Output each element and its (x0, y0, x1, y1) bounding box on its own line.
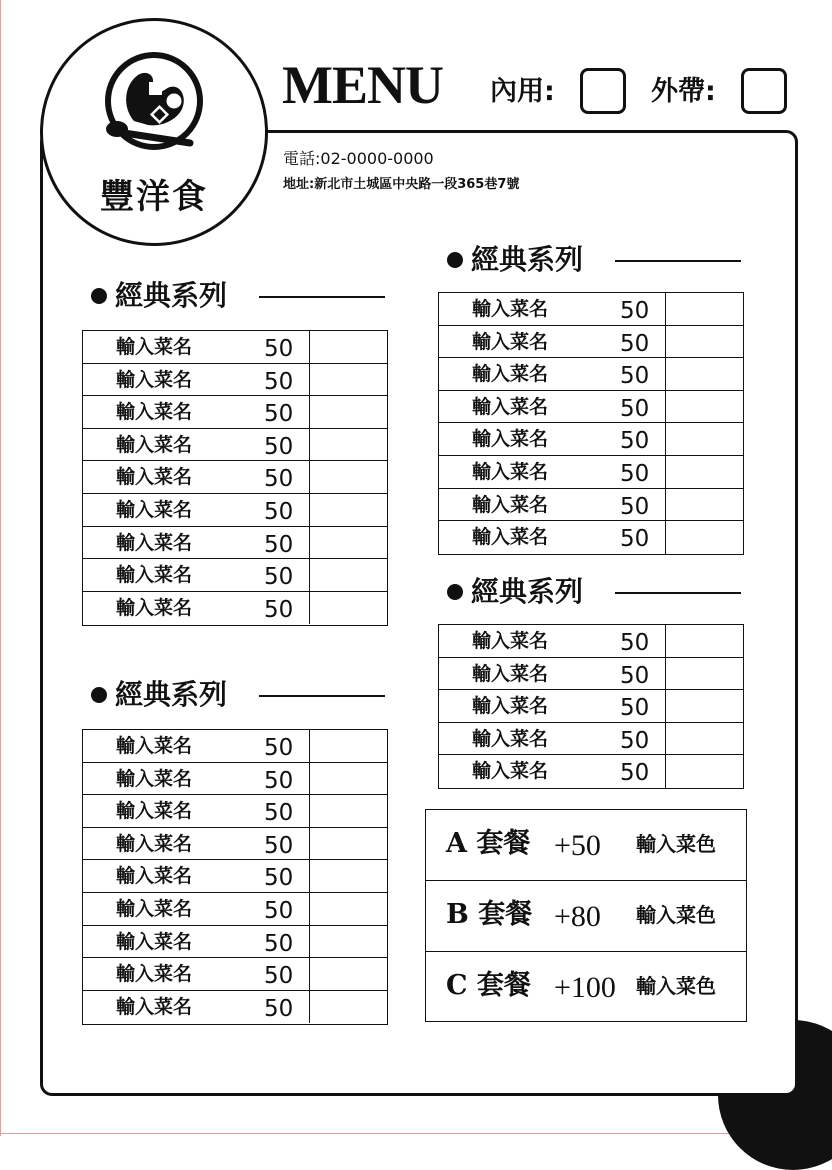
quantity-cell[interactable] (309, 494, 310, 526)
quantity-cell[interactable] (309, 364, 310, 396)
dish-name: 輸入菜名 (116, 865, 193, 888)
menu-row (83, 559, 387, 592)
section-title: 經典系列 (471, 575, 584, 608)
quantity-cell[interactable] (665, 456, 666, 488)
heading-rule (259, 695, 385, 697)
dish-name: 輸入菜名 (116, 767, 193, 790)
quantity-cell[interactable] (309, 828, 310, 860)
dine-in-checkbox[interactable] (580, 68, 626, 114)
menu-row (83, 926, 387, 959)
menu-row (83, 828, 387, 861)
dish-name: 輸入菜名 (472, 760, 549, 783)
dish-name: 輸入菜名 (116, 930, 193, 953)
menu-row (83, 527, 387, 560)
section-title: 經典系列 (115, 678, 228, 711)
logo-badge (40, 18, 268, 246)
bullet-dot-icon (91, 288, 107, 304)
menu-row (83, 592, 387, 625)
dish-price: 50 (264, 767, 294, 794)
menu-row (439, 489, 743, 522)
dish-name: 輸入菜名 (116, 498, 193, 521)
dish-name: 輸入菜名 (472, 428, 549, 451)
combo-dish: 輸入菜色 (636, 903, 716, 927)
section-title: 經典系列 (471, 243, 584, 276)
combo-name: C 套餐 (446, 970, 531, 1001)
dish-price: 50 (620, 526, 650, 553)
dish-price: 50 (620, 363, 650, 390)
bullet-dot-icon (91, 687, 107, 703)
palette-spoon-logo-icon (104, 51, 204, 151)
quantity-cell[interactable] (309, 461, 310, 493)
quantity-cell[interactable] (309, 763, 310, 795)
menu-row (83, 860, 387, 893)
combo-row-b[interactable] (426, 881, 746, 952)
dish-name: 輸入菜名 (472, 630, 549, 652)
dish-name: 輸入菜名 (472, 695, 549, 718)
dish-name: 輸入菜名 (472, 493, 549, 516)
bullet-dot-icon (447, 252, 463, 268)
quantity-cell[interactable] (665, 723, 666, 755)
quantity-cell[interactable] (665, 293, 666, 325)
brand-name: 豐洋食 (100, 177, 208, 217)
quantity-cell[interactable] (665, 326, 666, 358)
quantity-cell[interactable] (665, 658, 666, 690)
dish-price: 50 (264, 401, 294, 428)
dish-name: 輸入菜名 (116, 995, 193, 1018)
dish-price: 50 (620, 460, 650, 487)
quantity-cell[interactable] (665, 423, 666, 455)
quantity-cell[interactable] (665, 521, 666, 554)
dish-price: 50 (264, 897, 294, 924)
menu-row (439, 723, 743, 756)
combo-extra-price: +100 (554, 971, 616, 1004)
quantity-cell[interactable] (665, 358, 666, 390)
combo-row-a[interactable] (426, 810, 746, 881)
dish-name: 輸入菜名 (472, 395, 549, 418)
takeout-label: 外帶: (651, 76, 716, 107)
dish-name: 輸入菜名 (116, 336, 193, 358)
dish-name: 輸入菜名 (472, 662, 549, 685)
dish-name: 輸入菜名 (116, 800, 193, 823)
menu-row (439, 423, 743, 456)
menu-row (83, 730, 387, 763)
dish-name: 輸入菜名 (116, 832, 193, 855)
dish-price: 50 (620, 298, 650, 324)
menu-row (439, 521, 743, 554)
dish-name: 輸入菜名 (472, 330, 549, 353)
address: 地址:新北市土城區中央路一段365巷7號 (283, 177, 520, 192)
menu-row (83, 991, 387, 1024)
quantity-cell[interactable] (309, 926, 310, 958)
dish-name: 輸入菜名 (116, 897, 193, 920)
page-edge-bottom (0, 1133, 832, 1134)
dish-name: 輸入菜名 (472, 363, 549, 386)
quantity-cell[interactable] (309, 860, 310, 892)
dish-price: 50 (264, 735, 294, 761)
quantity-cell[interactable] (309, 331, 310, 363)
dish-name: 輸入菜名 (116, 735, 193, 757)
menu-row (439, 755, 743, 788)
dish-price: 50 (264, 832, 294, 859)
menu-row (83, 429, 387, 462)
menu-row (83, 461, 387, 494)
combo-dish: 輸入菜色 (636, 832, 716, 856)
dish-name: 輸入菜名 (116, 466, 193, 489)
menu-title: MENU (282, 55, 443, 115)
heading-rule (615, 260, 741, 262)
dish-price: 50 (620, 330, 650, 357)
quantity-cell[interactable] (309, 429, 310, 461)
dish-price: 50 (264, 930, 294, 957)
dish-name: 輸入菜名 (116, 963, 193, 986)
menu-row (83, 958, 387, 991)
dish-price: 50 (620, 493, 650, 520)
quantity-cell[interactable] (309, 730, 310, 762)
quantity-cell[interactable] (309, 958, 310, 990)
dish-name: 輸入菜名 (116, 433, 193, 456)
menu-row (439, 456, 743, 489)
dish-price: 50 (264, 564, 294, 591)
menu-row (439, 293, 743, 326)
dish-price: 50 (264, 995, 294, 1022)
menu-row (439, 358, 743, 391)
menu-row (83, 364, 387, 397)
menu-row (83, 893, 387, 926)
combo-table (425, 809, 747, 1022)
dish-name: 輸入菜名 (116, 531, 193, 554)
dish-price: 50 (264, 466, 294, 493)
menu-row (439, 625, 743, 658)
quantity-cell[interactable] (665, 690, 666, 722)
dish-price: 50 (620, 428, 650, 455)
quantity-cell[interactable] (665, 391, 666, 423)
dish-price: 50 (264, 963, 294, 990)
dish-price: 50 (620, 727, 650, 754)
dish-price: 50 (264, 368, 294, 395)
quantity-cell[interactable] (309, 396, 310, 428)
dish-price: 50 (264, 336, 294, 362)
dish-price: 50 (264, 498, 294, 525)
combo-extra-price: +80 (554, 900, 601, 933)
heading-rule (615, 592, 741, 594)
dish-price: 50 (620, 662, 650, 689)
phone-number: 電話:02-0000-0000 (283, 149, 434, 168)
menu-row (83, 763, 387, 796)
menu-table-right-middle (438, 624, 744, 789)
dish-price: 50 (264, 865, 294, 892)
dish-price: 50 (264, 531, 294, 558)
quantity-cell[interactable] (309, 795, 310, 827)
menu-row (83, 331, 387, 364)
dish-price: 50 (620, 760, 650, 787)
dish-name: 輸入菜名 (472, 526, 549, 549)
dish-name: 輸入菜名 (116, 368, 193, 391)
menu-row (439, 391, 743, 424)
dine-in-label: 內用: (490, 76, 555, 107)
quantity-cell[interactable] (309, 527, 310, 559)
combo-name: B 套餐 (446, 899, 533, 930)
dish-name: 輸入菜名 (472, 460, 549, 483)
combo-extra-price: +50 (554, 829, 601, 862)
menu-row (439, 658, 743, 691)
menu-row (83, 795, 387, 828)
combo-dish: 輸入菜色 (636, 974, 716, 998)
dish-name: 輸入菜名 (116, 401, 193, 424)
dish-price: 50 (620, 630, 650, 656)
combo-name: A 套餐 (446, 828, 531, 859)
quantity-cell[interactable] (665, 625, 666, 657)
quantity-cell[interactable] (665, 489, 666, 521)
quantity-cell[interactable] (665, 755, 666, 788)
quantity-cell[interactable] (309, 592, 310, 625)
dish-price: 50 (264, 596, 294, 623)
dish-price: 50 (264, 800, 294, 827)
menu-table-left-bottom (82, 729, 388, 1025)
menu-table-right-top (438, 292, 744, 555)
quantity-cell[interactable] (309, 559, 310, 591)
combo-row-c[interactable] (426, 952, 746, 1023)
dish-name: 輸入菜名 (472, 298, 549, 320)
dish-price: 50 (620, 695, 650, 722)
takeout-checkbox[interactable] (741, 68, 787, 114)
menu-table-left-top (82, 330, 388, 626)
dish-name: 輸入菜名 (116, 596, 193, 619)
page-edge-left (0, 0, 1, 1136)
quantity-cell[interactable] (309, 991, 310, 1024)
heading-rule (259, 296, 385, 298)
bullet-dot-icon (447, 584, 463, 600)
section-title: 經典系列 (115, 279, 228, 312)
dish-name: 輸入菜名 (116, 564, 193, 587)
menu-row (439, 326, 743, 359)
menu-row (439, 690, 743, 723)
menu-row (83, 494, 387, 527)
dish-price: 50 (264, 433, 294, 460)
menu-row (83, 396, 387, 429)
quantity-cell[interactable] (309, 893, 310, 925)
dish-price: 50 (620, 395, 650, 422)
dish-name: 輸入菜名 (472, 727, 549, 750)
